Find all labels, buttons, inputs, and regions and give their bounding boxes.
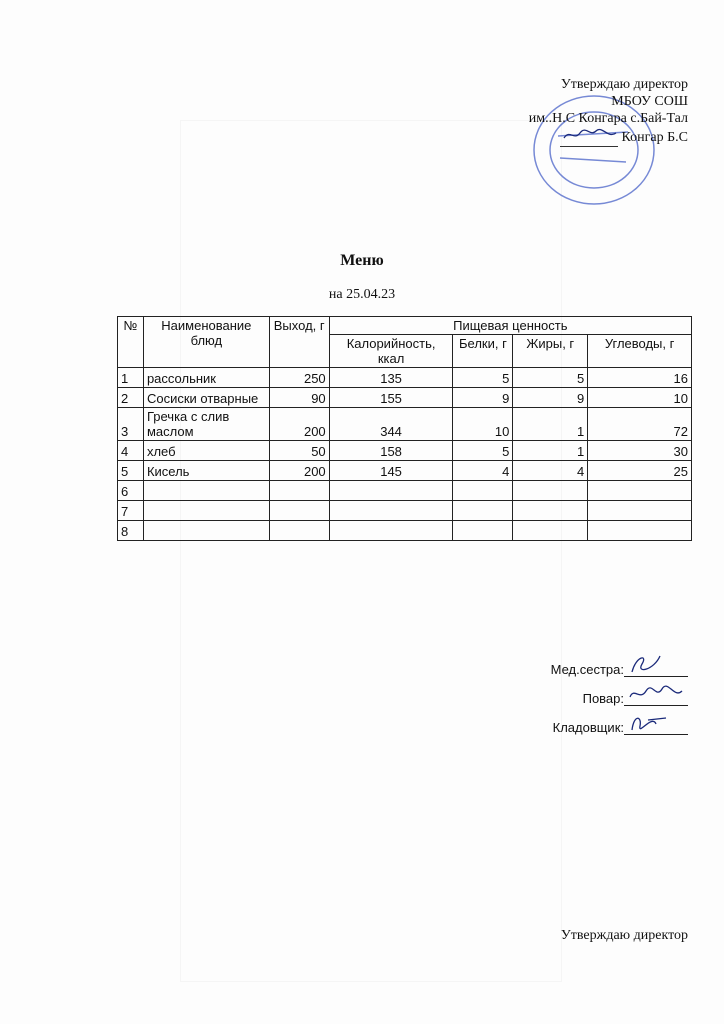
header-carbs: Углеводы, г: [588, 335, 692, 368]
menu-date: на 25.04.23: [328, 287, 396, 302]
cook-label: Повар:: [582, 691, 624, 706]
cell-yield: 200: [269, 461, 329, 481]
approval-line-1: Утверждаю директор: [560, 77, 688, 92]
cell-name: Гречка с слив маслом: [143, 408, 269, 441]
table-row: [118, 501, 692, 521]
nurse-signature: [624, 654, 688, 677]
header-protein: Белки, г: [453, 335, 513, 368]
cell-carbs: 25: [588, 461, 692, 481]
approval-signature-row: [529, 127, 688, 147]
header-name: Наименование блюд: [143, 317, 269, 368]
table-row: [118, 481, 692, 501]
cell-protein: [453, 521, 513, 541]
bleed-through-background: [180, 120, 562, 982]
table-row: [118, 441, 692, 461]
approval-block: [529, 76, 688, 147]
cell-yield: 200: [269, 408, 329, 441]
cell-name: [143, 501, 269, 521]
cell-carbs: [588, 481, 692, 501]
table-row: [118, 521, 692, 541]
cell-name: [143, 481, 269, 501]
nurse-label: Мед.сестра:: [550, 662, 624, 677]
cell-yield: 90: [269, 388, 329, 408]
storekeeper-label: Кладовщик:: [552, 720, 624, 735]
header-fat: Жиры, г: [513, 335, 588, 368]
header-num: №: [118, 317, 144, 368]
storekeeper-signature-row: [551, 706, 688, 735]
cell-kcal: 155: [329, 388, 453, 408]
cell-num: 1: [118, 368, 144, 388]
cell-name: Сосиски отварные: [143, 388, 269, 408]
cell-protein: 4: [453, 461, 513, 481]
cell-kcal: [329, 481, 453, 501]
cell-carbs: 72: [588, 408, 692, 441]
menu-table-body: [118, 368, 692, 541]
cell-num: 8: [118, 521, 144, 541]
table-row: [118, 408, 692, 441]
cell-name: рассольник: [143, 368, 269, 388]
cell-yield: [269, 501, 329, 521]
nurse-signature-row: [551, 648, 688, 677]
cell-yield: [269, 521, 329, 541]
approval-line-2: МБОУ СОШ: [611, 94, 688, 109]
storekeeper-signature: [624, 712, 688, 735]
cell-carbs: 16: [588, 368, 692, 388]
page-title: Меню: [340, 252, 384, 269]
cell-carbs: 10: [588, 388, 692, 408]
cell-fat: [513, 501, 588, 521]
approval-line-3: им..Н.С Конгара с.Бай-Тал: [528, 111, 688, 126]
cell-num: 2: [118, 388, 144, 408]
cell-fat: 9: [513, 388, 588, 408]
cell-carbs: [588, 501, 692, 521]
cell-kcal: 145: [329, 461, 453, 481]
cell-num: 5: [118, 461, 144, 481]
header-kcal: Калорийность, ккал: [329, 335, 453, 368]
cell-kcal: [329, 501, 453, 521]
cell-protein: [453, 501, 513, 521]
director-signature-scribble: [560, 127, 618, 141]
cell-name: хлеб: [143, 441, 269, 461]
header-nutrition: Пищевая ценность: [329, 317, 691, 335]
table-row: [118, 368, 692, 388]
menu-table: [117, 316, 692, 541]
cell-fat: 4: [513, 461, 588, 481]
director-name: Конгар Б.С: [621, 130, 688, 145]
signatures-block: [551, 648, 688, 735]
cook-signature: [624, 683, 688, 706]
cell-kcal: 344: [329, 408, 453, 441]
cook-signature-row: [551, 677, 688, 706]
cell-name: Кисель: [143, 461, 269, 481]
table-row: [118, 461, 692, 481]
cell-kcal: [329, 521, 453, 541]
footer-approval: Утверждаю директор: [560, 928, 688, 943]
cell-kcal: 158: [329, 441, 453, 461]
cell-protein: 9: [453, 388, 513, 408]
cell-num: 7: [118, 501, 144, 521]
cell-protein: 5: [453, 368, 513, 388]
cell-num: 4: [118, 441, 144, 461]
cell-num: 3: [118, 408, 144, 441]
cell-fat: [513, 481, 588, 501]
cell-fat: 1: [513, 408, 588, 441]
cell-protein: 5: [453, 441, 513, 461]
cell-kcal: 135: [329, 368, 453, 388]
cell-carbs: 30: [588, 441, 692, 461]
cell-num: 6: [118, 481, 144, 501]
cell-yield: 50: [269, 441, 329, 461]
cell-name: [143, 521, 269, 541]
cell-yield: [269, 481, 329, 501]
header-yield: Выход, г: [269, 317, 329, 368]
director-signature: [560, 127, 618, 147]
cell-fat: 1: [513, 441, 588, 461]
cell-fat: [513, 521, 588, 541]
cell-protein: [453, 481, 513, 501]
table-row: [118, 388, 692, 408]
cell-yield: 250: [269, 368, 329, 388]
cell-carbs: [588, 521, 692, 541]
cell-fat: 5: [513, 368, 588, 388]
cell-protein: 10: [453, 408, 513, 441]
